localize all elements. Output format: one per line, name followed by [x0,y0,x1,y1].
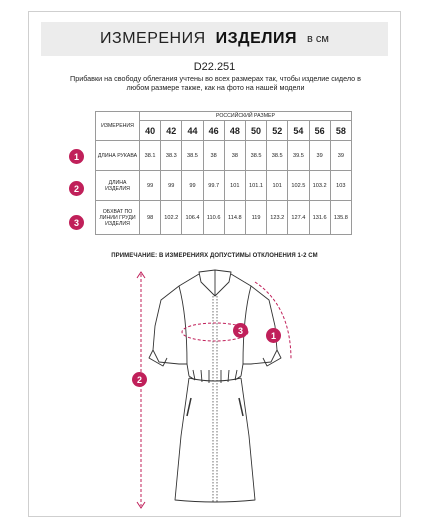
measurement-lines [137,272,291,508]
table-cell: 38.5 [245,141,266,171]
table-cell: 99 [161,171,182,201]
row-number-badge: 2 [69,181,84,196]
table-cell: 103 [330,171,351,201]
table-cell: 103.2 [309,171,330,201]
page-header [41,22,388,56]
measurements-table [95,111,352,235]
size-header: 52 [267,121,288,141]
table-cell: 119 [245,201,266,235]
table-cell: 106.4 [182,201,203,235]
header-unit: в см [306,33,329,45]
size-group-label: РОССИЙСКИЙ РАЗМЕР [140,112,352,121]
row-label-chest: ОБХВАТ ПО ЛИНИИ ГРУДИ ИЗДЕЛИЯ [96,201,140,235]
table-cell: 99 [140,171,161,201]
row-number-badge: 3 [69,215,84,230]
dress-diagram [29,266,402,516]
table-cell: 98 [140,201,161,235]
size-header: 42 [161,121,182,141]
left-pocket [187,398,191,416]
size-header: 58 [330,121,351,141]
tolerance-note: ПРИМЕЧАНИЕ: В ИЗМЕРЕНИЯХ ДОПУСТИМЫ ОТКЛОНЕНИЯ 1-2 СМ [111,253,318,259]
size-header: 48 [224,121,245,141]
fit-description: Прибавки на свободу облегания учтены во всех размерах так, чтобы изделие сидело в любом размере также, как на фото на нашей модели [70,74,361,92]
table-cell: 101 [224,171,245,201]
table-cell: 39 [330,141,351,171]
table-cell: 102.2 [161,201,182,235]
size-header: 44 [182,121,203,141]
header-title-bold: ИЗДЕЛИЯ [215,30,297,47]
table-cell: 38.1 [140,141,161,171]
front-placket [213,296,217,502]
left-cuff [149,350,167,366]
row-label-sleeve: ДЛИНА РУКАВА [96,141,140,171]
diagram-badge-chest: 3 [233,323,248,338]
right-cuff [263,350,281,366]
table-cell: 38.3 [161,141,182,171]
row-number-badge: 1 [69,149,84,164]
table-cell: 110.6 [203,201,224,235]
table-cell: 39.5 [288,141,309,171]
table-row-sleeve-length [96,141,352,171]
left-armhole [179,286,187,364]
size-chart-card [28,11,401,517]
diagram-badge-sleeve: 1 [266,328,281,343]
table-corner-label: ИЗМЕРЕНИЯ [96,112,140,141]
article-number: D22.251 [193,61,236,73]
size-header: 54 [288,121,309,141]
size-header: 46 [203,121,224,141]
table-cell: 123.2 [267,201,288,235]
table-cell: 135.8 [330,201,351,235]
table-cell: 38 [224,141,245,171]
table-cell: 101 [267,171,288,201]
table-row-chest-girth [96,201,352,235]
right-pocket [239,398,243,416]
table-cell: 102.5 [288,171,309,201]
row-label-length: ДЛИНА ИЗДЕЛИЯ [96,171,140,201]
table-row-garment-length [96,171,352,201]
header-title-light: ИЗМЕРЕНИЯ [100,30,206,47]
diagram-badge-length: 2 [132,372,147,387]
size-header: 50 [245,121,266,141]
size-header: 40 [140,121,161,141]
table-cell: 39 [309,141,330,171]
skirt-outline [175,378,255,502]
table-cell: 131.6 [309,201,330,235]
table-cell: 38 [203,141,224,171]
table-cell: 99.7 [203,171,224,201]
table-cell: 38.5 [182,141,203,171]
table-cell: 114.8 [224,201,245,235]
size-header: 56 [309,121,330,141]
table-cell: 38.5 [267,141,288,171]
waist-seam [189,378,241,381]
table-cell: 99 [182,171,203,201]
table-cell: 127.4 [288,201,309,235]
table-cell: 101.1 [245,171,266,201]
